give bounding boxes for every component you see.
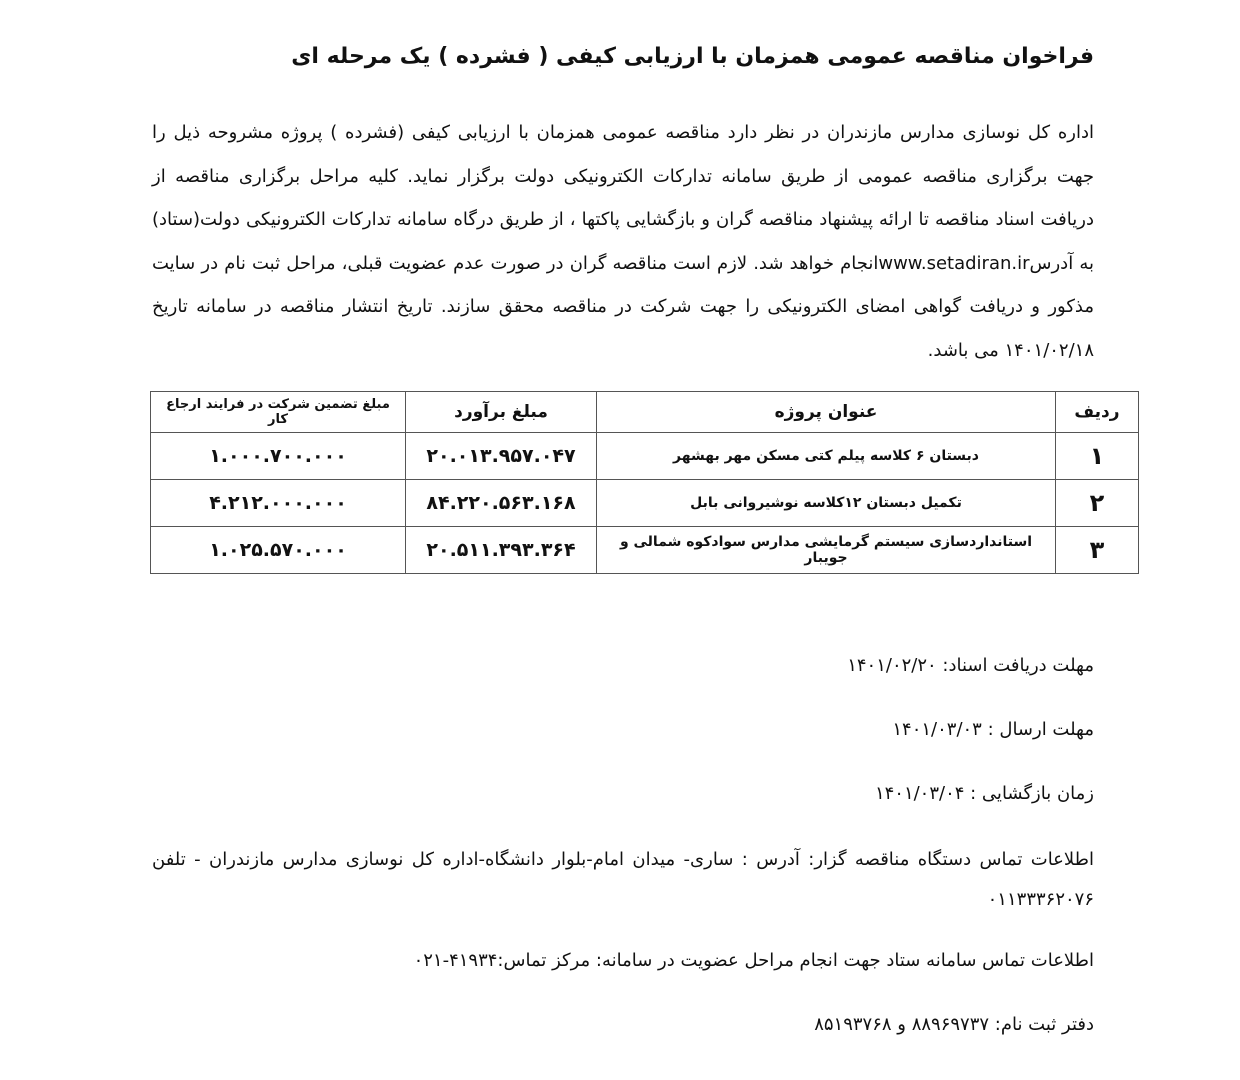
row-number: ۲ [1056,480,1139,527]
setad-contact-info: اطلاعات تماس سامانه ستاد جهت انجام مراحل عضویت در سامانه: مرکز تماس:۴۱۹۳۴-۰۲۱ [413,950,1094,971]
table-header-row [151,392,1139,433]
registry-office-phones: دفتر ثبت نام: ۸۸۹۶۹۷۳۷ و ۸۵۱۹۳۷۶۸ [814,1014,1094,1035]
header-guarantee: مبلغ تضمین شرکت در فرایند ارجاع کار [151,392,406,433]
estimate-amount: ۲۰.۰۱۳.۹۵۷.۰۴۷ [406,433,597,480]
estimate-amount: ۸۴.۲۲۰.۵۶۳.۱۶۸ [406,480,597,527]
project-title: تکمیل دبستان ۱۲کلاسه نوشیروانی بابل [597,480,1056,527]
projects-table [150,391,1139,574]
documents-deadline: مهلت دریافت اسناد: ۱۴۰۱/۰۲/۲۰ [847,655,1094,676]
row-number: ۱ [1056,433,1139,480]
header-project-title: عنوان پروژه [597,392,1056,433]
row-number: ۳ [1056,527,1139,574]
estimate-amount: ۲۰.۵۱۱.۳۹۳.۳۶۴ [406,527,597,574]
header-estimate: مبلغ برآورد [406,392,597,433]
page-title: فراخوان مناقصه عمومی همزمان با ارزیابی کیفی ( فشرده ) یک مرحله ای [291,44,1094,69]
guarantee-amount: ۱.۰۲۵.۵۷۰.۰۰۰ [151,527,406,574]
intro-text-end: انجام خواهد شد. لازم است مناقصه گران در صورت عدم عضویت قبلی، مراحل ثبت نام در سایت مذکور و دریافت گواهی امضای الکترونیکی را جهت شرکت در مناقصه محقق سازند. تاریخ انتشار مناقصه در سامانه تاریخ ۱۴۰۱/۰۲/۱۸ می باشد. [152,252,1094,361]
header-row-number: ردیف [1056,392,1139,433]
table-row [151,527,1139,574]
project-title: دبستان ۶ کلاسه پیلم کتی مسکن مهر بهشهر [597,433,1056,480]
project-title: استانداردسازی سیستم گرمایشی مدارس سوادکوه شمالی و جویبار [597,527,1056,574]
opening-time: زمان بازگشایی : ۱۴۰۱/۰۳/۰۴ [874,783,1094,804]
submission-deadline: مهلت ارسال : ۱۴۰۱/۰۳/۰۳ [892,719,1094,740]
intro-text-start: اداره کل نوسازی مدارس مازندران در نظر دارد مناقصه عمومی همزمان با ارزیابی کیفی (فشرده ) پروژه مشروحه ذیل را جهت برگزاری مناقصه عمومی از طریق سامانه تدارکات الکترونیکی دولت برگزار نماید. کلیه مراحل برگزاری مناقصه از دریافت اسناد مناقصه تا ارائه پیشنهاد مناقصه گران و بازگشایی پاکتها ، از طریق درگاه سامانه تدارکات الکترونیکی دولت(ستاد) به آدرس [152,122,1094,274]
guarantee-amount: ۱.۰۰۰.۷۰۰.۰۰۰ [151,433,406,480]
organizer-contact-info: اطلاعات تماس دستگاه مناقصه گزار: آدرس : ساری- میدان امام-بلوار دانشگاه-اداره کل نوسازی مدارس مازندران - تلفن ۰۱۱۳۳۳۶۲۰۷۶ [152,849,1094,910]
setad-website-link[interactable]: www.setadiran.ir [878,252,1030,274]
table-row [151,480,1139,527]
guarantee-amount: ۴.۲۱۲.۰۰۰.۰۰۰ [151,480,406,527]
table-row [151,433,1139,480]
intro-paragraph [152,111,1094,373]
